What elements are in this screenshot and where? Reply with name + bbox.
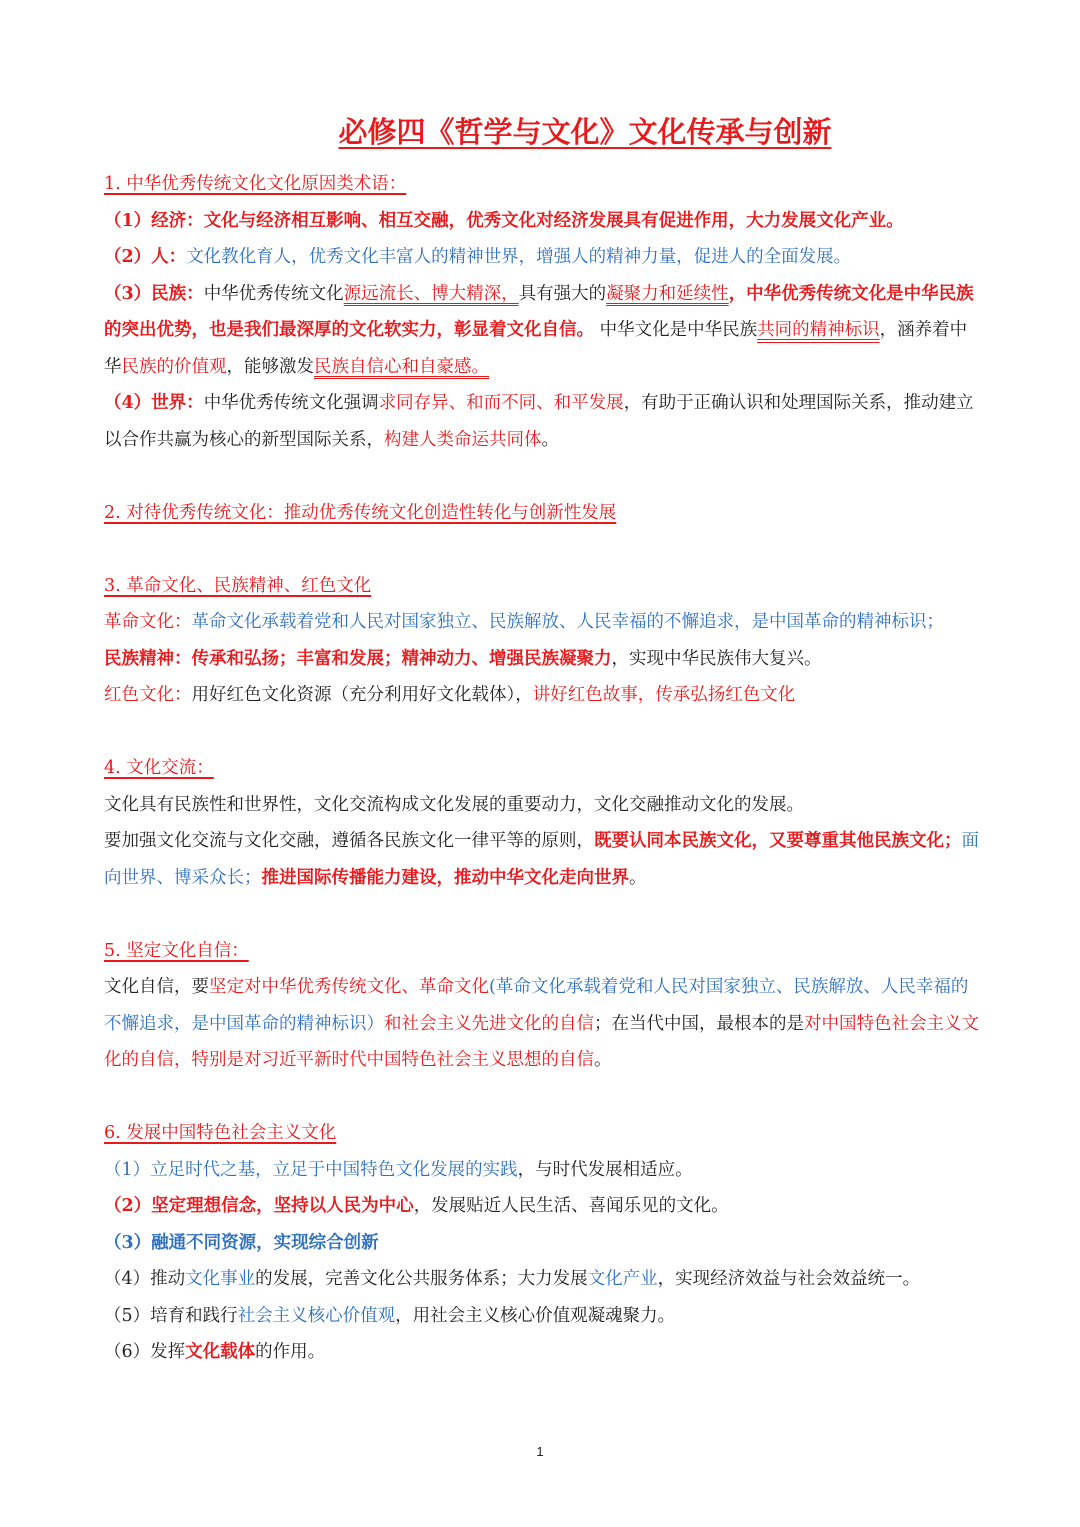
section-heading: 4. 文化交流： bbox=[104, 758, 214, 778]
list-item: （2）人：文化教化育人，优秀文化丰富人的精神世界，增强人的精神力量，促进人的全面发展。 bbox=[104, 247, 852, 267]
section-2 bbox=[104, 495, 984, 532]
paragraph: 要加强文化交流与文化交融，遵循各民族文化一律平等的原则，既要认同本民族文化，又要尊重其他民族文化；面向世界、博采众长；推进国际传播能力建设，推动中华文化走向世界。 bbox=[104, 831, 979, 888]
list-item: （1）经济：文化与经济相互影响、相互交融，优秀文化对经济发展具有促进作用，大力发展文化产业。 bbox=[104, 210, 904, 231]
list-item: （4）推动文化事业的发展，完善文化公共服务体系；大力发展文化产业，实现经济效益与社会效益统一。 bbox=[104, 1269, 921, 1289]
list-item: （6）发挥文化载体的作用。 bbox=[104, 1342, 326, 1362]
list-item: （3）民族：中华优秀传统文化源远流长、博大精深，具有强大的凝聚力和延续性，中华优秀传统文化是中华民族的突出优势，也是我们最深厚的文化软实力，彰显着文化自信。 中华文化是中华民族共同的精神标识，涵养着中华民族的价值观，能够激发民族自信心和自豪感。 bbox=[104, 283, 974, 377]
list-item: （1）立足时代之基，立足于中国特色文化发展的实践，与时代发展相适应。 bbox=[104, 1159, 693, 1180]
page-number: 1 bbox=[536, 1444, 544, 1459]
list-item: （4）世界：中华优秀传统文化强调求同存异、和而不同、和平发展，有助于正确认识和处理国际关系，推动建立以合作共赢为核心的新型国际关系，构建人类命运共同体。 bbox=[104, 393, 974, 450]
section-heading: 5. 坚定文化自信： bbox=[104, 940, 249, 961]
paragraph: 文化自信，要坚定对中华优秀传统文化、革命文化(革命文化承载着党和人民对国家独立、民族解放、人民幸福的不懈追求，是中国革命的精神标识）和社会主义先进文化的自信；在当代中国，最根本的是对中国特色社会主义文化的自信，特别是对习近平新时代中国特色社会主义思想的自信。 bbox=[104, 977, 979, 1070]
list-item: （2）坚定理想信念，坚持以人民为中心，发展贴近人民生活、喜闻乐见的文化。 bbox=[104, 1196, 729, 1216]
list-item: （5）培育和践行社会主义核心价值观，用社会主义核心价值观凝魂聚力。 bbox=[104, 1305, 676, 1326]
document-body bbox=[104, 166, 984, 1371]
section-heading: 1. 中华优秀传统文化文化原因类术语： bbox=[104, 174, 407, 194]
section-3 bbox=[104, 568, 984, 605]
page-title: 必修四《哲学与文化》文化传承与创新 bbox=[338, 115, 832, 149]
list-item: 革命文化：革命文化承载着党和人民对国家独立、民族解放、人民幸福的不懈追求，是中国革命的精神标识； bbox=[104, 612, 944, 632]
paragraph: 文化具有民族性和世界性，文化交流构成文化发展的重要动力，文化交融推动文化的发展。 bbox=[104, 794, 804, 815]
list-item: （3）融通不同资源，实现综合创新 bbox=[104, 1232, 379, 1253]
section-4 bbox=[104, 750, 984, 787]
section-1 bbox=[104, 166, 984, 203]
section-heading: 3. 革命文化、民族精神、红色文化 bbox=[104, 575, 372, 596]
section-6 bbox=[104, 1115, 984, 1152]
section-heading: 2. 对待优秀传统文化：推动优秀传统文化创造性转化与创新性发展 bbox=[104, 502, 617, 523]
section-5 bbox=[104, 933, 984, 970]
list-item: 民族精神：传承和弘扬；丰富和发展；精神动力、增强民族凝聚力，实现中华民族伟大复兴。 bbox=[104, 648, 822, 669]
list-item: 红色文化：用好红色文化资源（充分利用好文化载体），讲好红色故事，传承弘扬红色文化 bbox=[104, 685, 796, 705]
section-heading: 6. 发展中国特色社会主义文化 bbox=[104, 1123, 337, 1143]
